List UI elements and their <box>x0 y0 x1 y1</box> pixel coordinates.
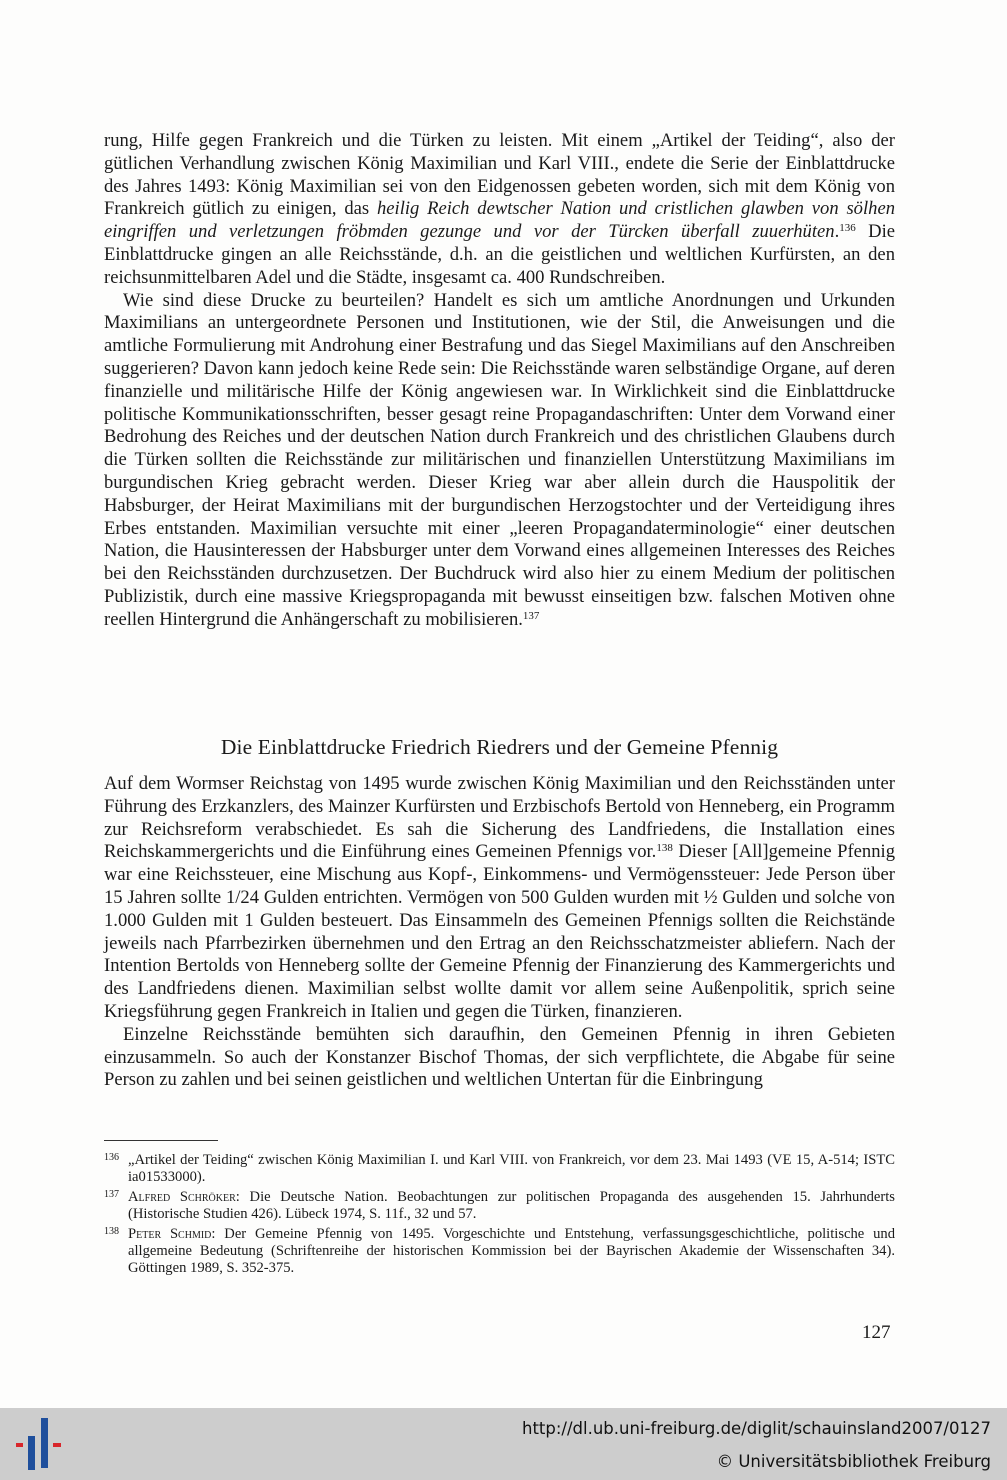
page-number: 127 <box>862 1322 891 1343</box>
footnotes <box>104 1152 895 1280</box>
paragraph <box>104 130 895 290</box>
paragraph <box>104 773 895 1024</box>
paragraph <box>104 1024 895 1092</box>
copyright-text: © Universitätsbibliothek Freiburg <box>716 1452 991 1471</box>
text-run: Einzelne Reichsstände bemühten sich daraufhin, den Gemeinen Pfennig in ihren Gebieten einzusammeln. So auch der Konstanzer Bischof Thomas, der sich verpflichtete, die Abgabe für seine Person zu zahlen und bei seinen geistlichen und weltlichen Untertan für die Einbringung <box>104 1023 895 1091</box>
footnote <box>104 1189 895 1223</box>
text-run: „Artikel der Teiding“ zwischen König Maximilian I. und Karl VIII. von Frankreich, vor dem 23. Mai 1493 (VE 15, A-514; ISTC ia01533000). <box>128 1152 895 1185</box>
italic-quote: heilig Reich dewtscher Nation und cristlichen glawben von sölhen eingriffen und verletzungen fröbmden gezunge und vor der Türcken überfall zuuerhüten <box>104 198 895 243</box>
footnote-text <box>128 1152 895 1185</box>
footnote-number: 138 <box>104 1226 119 1237</box>
paragraph <box>104 290 895 632</box>
logo-bar <box>41 1418 48 1468</box>
footnote-ref: 136 <box>839 222 856 235</box>
logo-bar <box>16 1443 23 1447</box>
footnote-text <box>128 1226 895 1276</box>
section-heading: Die Einblattdrucke Friedrich Riedrers und der Gemeine Pfennig <box>220 735 779 759</box>
body-text-top <box>104 130 895 632</box>
author-name: Alfred Schröker <box>128 1189 236 1205</box>
text-run: . <box>834 221 840 243</box>
text-run: : Die Deutsche Nation. Beobachtungen zur politischen Propaganda des ausgehenden 15. Jahrhunderts (Historische Studien 426). Lübeck 1974, S. 11f., 32 und 57. <box>128 1189 895 1222</box>
text-run: Die Einblattdrucke gingen an alle Reichsstände, d.h. an die geistlichen und weltlichen Kurfürsten, an den reichsunmittelbaren Adel und die Städte, insgesamt ca. 400 Rundschreiben. <box>104 221 895 288</box>
text-run: Wie sind diese Drucke zu beurteilen? Handelt es sich um amtliche Anordnungen und Urkunden Maximilians an untergeordnete Personen und Institutionen, wie der Stil, die Anweisungen und die amtliche Formulierung mit Androhung einer Bestrafung und das Siegel Maximilians auf den Anschreiben suggerieren? Davon kann jedoch keine Rede sein: Die Reichsstände waren selbständige Organe, auf deren finanzielle und militärische Hilfe der König angewiesen war. In Wirklichkeit sind die Einblattdrucke politische Kommunikationsschriften, besser gesagt reine Propagandaschriften: Unter dem Vorwand einer Bedrohung des Reiches und der deutschen Nation durch Frankreich und des christlichen Glaubens durch die Türken sollten die Reichsstände zur militärischen und finanziellen Unterstützung Maximilians im burgundischen Krieg gebracht werden. Dieser Krieg war aber allein durch die Hauspolitik der Habsburger, der Heirat Maximilians mit der burgundischen Herzogstochter und der Verteidigung ihres Erbes entstanden. Maximilian versuchte mit einer „leeren Propagandaterminologie“ einer deutschen Nation, die Hausinteressen der Habsburger unter dem Vorwand eines allgemeinen Interesses des Reiches bei den Reichsständen durchzusetzen. Der Buchdruck wird also hier zu einem Medium der politischen Publizistik, durch eine massive Kriegspropaganda mit bewusst einseitigen bzw. falschen Motiven ohne reellen Hintergrund die Anhängerschaft zu mobilisieren. <box>104 289 895 630</box>
footnote-separator <box>104 1140 218 1141</box>
footer-bar <box>0 1408 1007 1480</box>
text-run: rung, Hilfe gegen Frankreich und die Türken zu leisten. Mit einem „Artikel der Teiding“, also der gütlichen Verhandlung zwischen König Maximilian und Karl VIII., endete die Serie der Einblattdrucke des Jahres 1493: König Maximilian sei von den Eidgenossen gebeten worden, sich mit dem König von Frankreich gütlich zu einigen, das <box>104 130 895 220</box>
footnote-text <box>128 1189 895 1222</box>
ub-freiburg-logo-icon[interactable] <box>14 1416 64 1472</box>
footnote-number: 137 <box>104 1189 119 1200</box>
footnote-ref: 137 <box>522 609 540 622</box>
footnote <box>104 1226 895 1277</box>
text-run: Dieser [All]gemeine Pfennig war eine Reichssteuer, eine Mischung aus Kopf-, Einkommens- und Vermögenssteuer: Jede Person über 15 Jahren sollte 1/24 Gulden entrichten. Vermögen von 500 Gulden wurden mit ½ Gulden und solche von 1.000 Gulden mit 1 Gulden besteuert. Das Einsammeln des Gemeinen Pfennigs sollten die Reichstände jeweils nach Pfarrbezirken übernehmen und den Ertrag an den Reichsschatzmeister abliefern. Nach der Intention Bertolds von Henneberg sollte der Gemeine Pfennig der Finanzierung des Kammergerichts und des Landfriedens dienen. Maximilian selbst wollte damit vor allem seine Außenpolitik, sprich seine Kriegsführung gegen Frankreich in Italien und gegen die Türken, finanzieren. <box>104 841 895 1022</box>
footnote-number: 136 <box>104 1152 119 1163</box>
body-text-bottom <box>104 773 895 1092</box>
logo-bar <box>28 1436 35 1470</box>
footnote <box>104 1152 895 1186</box>
text-run: : Der Gemeine Pfennig von 1495. Vorgeschichte und Entstehung, verfassungsgeschichtliche, politische und allgemeine Bedeutung (Schriftenreihe der historischen Kommission bei der Bayrischen Akademie der Wissenschaften 34). Göttingen 1989, S. 352-375. <box>128 1226 895 1276</box>
document-url-link[interactable]: http://dl.ub.uni-freiburg.de/diglit/schauinsland2007/0127 <box>521 1419 991 1438</box>
text-run: Auf dem Wormser Reichstag von 1495 wurde zwischen König Maximilian und den Reichsständen unter Führung des Erzkanzlers, des Mainzer Kurfürsten und Erzbischofs Bertold von Henneberg, ein Programm zur Reichsreform verabschiedet. Es sah die Sicherung des Landfriedens, die Installation eines Reichskammergerichts und die Einführung eines Gemeinen Pfennigs vor. <box>104 773 895 863</box>
footnote-ref: 138 <box>656 842 673 855</box>
author-name: Peter Schmid <box>128 1226 212 1242</box>
logo-bar <box>53 1443 61 1447</box>
